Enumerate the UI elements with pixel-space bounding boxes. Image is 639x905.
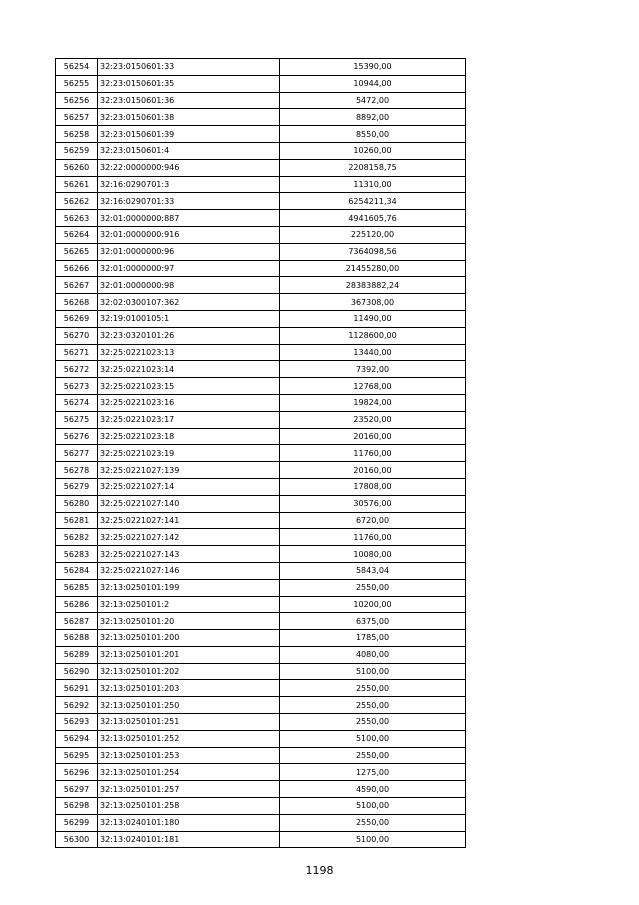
- cadastral-number-cell: 32:25:0221023:13: [98, 344, 280, 361]
- cadastral-number-cell: 32:25:0221023:16: [98, 394, 280, 411]
- value-cell: 5100,00: [280, 730, 466, 747]
- row-number-cell: 56256: [56, 92, 98, 109]
- row-number-cell: 56298: [56, 798, 98, 815]
- table-row: [56, 344, 466, 361]
- value-cell: 225120,00: [280, 226, 466, 243]
- row-number-cell: 56280: [56, 495, 98, 512]
- row-number-cell: 56255: [56, 75, 98, 92]
- cadastral-number-cell: 32:25:0221027:146: [98, 562, 280, 579]
- value-cell: 11490,00: [280, 310, 466, 327]
- value-cell: 12768,00: [280, 378, 466, 395]
- cadastral-number-cell: 32:25:0221023:14: [98, 361, 280, 378]
- value-cell: 2208158,75: [280, 159, 466, 176]
- value-cell: 1128600,00: [280, 327, 466, 344]
- row-number-cell: 56277: [56, 445, 98, 462]
- cadastral-value-table: [55, 58, 466, 848]
- cadastral-number-cell: 32:13:0240101:180: [98, 814, 280, 831]
- table-row: [56, 630, 466, 647]
- value-cell: 2550,00: [280, 579, 466, 596]
- value-cell: 4941605,76: [280, 210, 466, 227]
- cadastral-number-cell: 32:23:0150601:33: [98, 59, 280, 76]
- table-row: [56, 260, 466, 277]
- value-cell: 367308,00: [280, 294, 466, 311]
- table-row: [56, 747, 466, 764]
- value-cell: 8550,00: [280, 126, 466, 143]
- table-row: [56, 126, 466, 143]
- table-row: [56, 798, 466, 815]
- value-cell: 10944,00: [280, 75, 466, 92]
- row-number-cell: 56300: [56, 831, 98, 848]
- table-row: [56, 764, 466, 781]
- table-row: [56, 613, 466, 630]
- value-cell: 1275,00: [280, 764, 466, 781]
- table-row: [56, 159, 466, 176]
- row-number-cell: 56273: [56, 378, 98, 395]
- row-number-cell: 56261: [56, 176, 98, 193]
- value-cell: 11310,00: [280, 176, 466, 193]
- cadastral-number-cell: 32:01:0000000:887: [98, 210, 280, 227]
- row-number-cell: 56293: [56, 714, 98, 731]
- table-row: [56, 75, 466, 92]
- cadastral-number-cell: 32:13:0250101:201: [98, 646, 280, 663]
- cadastral-number-cell: 32:25:0221027:143: [98, 546, 280, 563]
- cadastral-number-cell: 32:01:0000000:97: [98, 260, 280, 277]
- table-row: [56, 562, 466, 579]
- table-row: [56, 310, 466, 327]
- row-number-cell: 56281: [56, 512, 98, 529]
- cadastral-number-cell: 32:16:0290701:3: [98, 176, 280, 193]
- table-row: [56, 428, 466, 445]
- table-row: [56, 680, 466, 697]
- cadastral-number-cell: 32:25:0221027:141: [98, 512, 280, 529]
- table-row: [56, 814, 466, 831]
- row-number-cell: 56286: [56, 596, 98, 613]
- value-cell: 2550,00: [280, 714, 466, 731]
- value-cell: 1785,00: [280, 630, 466, 647]
- table-row: [56, 411, 466, 428]
- row-number-cell: 56287: [56, 613, 98, 630]
- table-row: [56, 378, 466, 395]
- row-number-cell: 56295: [56, 747, 98, 764]
- value-cell: 28383882,24: [280, 277, 466, 294]
- page-number: 1198: [305, 864, 334, 877]
- table-row: [56, 243, 466, 260]
- cadastral-number-cell: 32:23:0150601:38: [98, 109, 280, 126]
- cadastral-number-cell: 32:25:0221023:15: [98, 378, 280, 395]
- row-number-cell: 56291: [56, 680, 98, 697]
- row-number-cell: 56299: [56, 814, 98, 831]
- row-number-cell: 56254: [56, 59, 98, 76]
- value-cell: 11760,00: [280, 445, 466, 462]
- cadastral-number-cell: 32:13:0250101:202: [98, 663, 280, 680]
- table-row: [56, 462, 466, 479]
- row-number-cell: 56269: [56, 310, 98, 327]
- table-row: [56, 546, 466, 563]
- cadastral-number-cell: 32:13:0250101:253: [98, 747, 280, 764]
- cadastral-number-cell: 32:23:0150601:35: [98, 75, 280, 92]
- value-cell: 10260,00: [280, 142, 466, 159]
- table-row: [56, 445, 466, 462]
- row-number-cell: 56258: [56, 126, 98, 143]
- cadastral-number-cell: 32:23:0150601:4: [98, 142, 280, 159]
- cadastral-number-cell: 32:23:0320101:26: [98, 327, 280, 344]
- row-number-cell: 56270: [56, 327, 98, 344]
- value-cell: 2550,00: [280, 697, 466, 714]
- cadastral-number-cell: 32:01:0000000:98: [98, 277, 280, 294]
- table-row: [56, 394, 466, 411]
- cadastral-number-cell: 32:13:0250101:203: [98, 680, 280, 697]
- table-row: [56, 579, 466, 596]
- row-number-cell: 56259: [56, 142, 98, 159]
- value-cell: 7392,00: [280, 361, 466, 378]
- cadastral-number-cell: 32:19:0100105:1: [98, 310, 280, 327]
- table-row: [56, 714, 466, 731]
- row-number-cell: 56284: [56, 562, 98, 579]
- row-number-cell: 56278: [56, 462, 98, 479]
- value-cell: 30576,00: [280, 495, 466, 512]
- cadastral-number-cell: 32:01:0000000:96: [98, 243, 280, 260]
- row-number-cell: 56271: [56, 344, 98, 361]
- cadastral-number-cell: 32:13:0250101:199: [98, 579, 280, 596]
- cadastral-number-cell: 32:02:0300107:362: [98, 294, 280, 311]
- table-row: [56, 646, 466, 663]
- value-cell: 20160,00: [280, 428, 466, 445]
- cadastral-number-cell: 32:16:0290701:33: [98, 193, 280, 210]
- cadastral-number-cell: 32:25:0221023:19: [98, 445, 280, 462]
- row-number-cell: 56288: [56, 630, 98, 647]
- value-cell: 4590,00: [280, 781, 466, 798]
- value-cell: 2550,00: [280, 747, 466, 764]
- value-cell: 5100,00: [280, 663, 466, 680]
- row-number-cell: 56289: [56, 646, 98, 663]
- value-cell: 5100,00: [280, 798, 466, 815]
- cadastral-number-cell: 32:13:0250101:2: [98, 596, 280, 613]
- row-number-cell: 56285: [56, 579, 98, 596]
- row-number-cell: 56265: [56, 243, 98, 260]
- table-row: [56, 210, 466, 227]
- row-number-cell: 56263: [56, 210, 98, 227]
- table-row: [56, 176, 466, 193]
- cadastral-number-cell: 32:23:0150601:39: [98, 126, 280, 143]
- table-row: [56, 226, 466, 243]
- row-number-cell: 56279: [56, 478, 98, 495]
- cadastral-number-cell: 32:13:0250101:254: [98, 764, 280, 781]
- value-cell: 13440,00: [280, 344, 466, 361]
- value-cell: 2550,00: [280, 814, 466, 831]
- row-number-cell: 56260: [56, 159, 98, 176]
- row-number-cell: 56274: [56, 394, 98, 411]
- cadastral-number-cell: 32:23:0150601:36: [98, 92, 280, 109]
- value-cell: 21455280,00: [280, 260, 466, 277]
- table-row: [56, 92, 466, 109]
- table-row: [56, 730, 466, 747]
- table-row: [56, 142, 466, 159]
- row-number-cell: 56262: [56, 193, 98, 210]
- table-row: [56, 294, 466, 311]
- table-row: [56, 781, 466, 798]
- table-row: [56, 495, 466, 512]
- cadastral-number-cell: 32:25:0221027:14: [98, 478, 280, 495]
- value-cell: 15390,00: [280, 59, 466, 76]
- value-cell: 5472,00: [280, 92, 466, 109]
- cadastral-number-cell: 32:22:0000000:946: [98, 159, 280, 176]
- value-cell: 6254211,34: [280, 193, 466, 210]
- value-cell: 19824,00: [280, 394, 466, 411]
- row-number-cell: 56267: [56, 277, 98, 294]
- value-cell: 8892,00: [280, 109, 466, 126]
- row-number-cell: 56290: [56, 663, 98, 680]
- table-row: [56, 478, 466, 495]
- row-number-cell: 56296: [56, 764, 98, 781]
- row-number-cell: 56276: [56, 428, 98, 445]
- value-cell: 17808,00: [280, 478, 466, 495]
- row-number-cell: 56283: [56, 546, 98, 563]
- table-row: [56, 277, 466, 294]
- cadastral-number-cell: 32:13:0240101:181: [98, 831, 280, 848]
- cadastral-number-cell: 32:13:0250101:20: [98, 613, 280, 630]
- row-number-cell: 56292: [56, 697, 98, 714]
- row-number-cell: 56266: [56, 260, 98, 277]
- cadastral-number-cell: 32:13:0250101:250: [98, 697, 280, 714]
- cadastral-number-cell: 32:25:0221027:142: [98, 529, 280, 546]
- table-row: [56, 327, 466, 344]
- row-number-cell: 56272: [56, 361, 98, 378]
- cadastral-number-cell: 32:13:0250101:200: [98, 630, 280, 647]
- row-number-cell: 56275: [56, 411, 98, 428]
- value-cell: 2550,00: [280, 680, 466, 697]
- table-row: [56, 596, 466, 613]
- table-row: [56, 512, 466, 529]
- value-cell: 4080,00: [280, 646, 466, 663]
- table-row: [56, 663, 466, 680]
- table-body: [56, 59, 466, 848]
- table-row: [56, 831, 466, 848]
- table-row: [56, 109, 466, 126]
- row-number-cell: 56257: [56, 109, 98, 126]
- value-cell: 5100,00: [280, 831, 466, 848]
- value-cell: 10200,00: [280, 596, 466, 613]
- cadastral-number-cell: 32:25:0221023:18: [98, 428, 280, 445]
- cadastral-number-cell: 32:13:0250101:258: [98, 798, 280, 815]
- table-row: [56, 193, 466, 210]
- value-cell: 11760,00: [280, 529, 466, 546]
- value-cell: 6375,00: [280, 613, 466, 630]
- value-cell: 23520,00: [280, 411, 466, 428]
- table-row: [56, 697, 466, 714]
- value-cell: 20160,00: [280, 462, 466, 479]
- value-cell: 6720,00: [280, 512, 466, 529]
- table-row: [56, 361, 466, 378]
- cadastral-number-cell: 32:13:0250101:252: [98, 730, 280, 747]
- cadastral-number-cell: 32:25:0221027:140: [98, 495, 280, 512]
- value-cell: 10080,00: [280, 546, 466, 563]
- cadastral-number-cell: 32:13:0250101:257: [98, 781, 280, 798]
- value-cell: 7364098,56: [280, 243, 466, 260]
- row-number-cell: 56282: [56, 529, 98, 546]
- row-number-cell: 56294: [56, 730, 98, 747]
- row-number-cell: 56268: [56, 294, 98, 311]
- cadastral-number-cell: 32:13:0250101:251: [98, 714, 280, 731]
- cadastral-number-cell: 32:25:0221027:139: [98, 462, 280, 479]
- row-number-cell: 56297: [56, 781, 98, 798]
- row-number-cell: 56264: [56, 226, 98, 243]
- value-cell: 5843,04: [280, 562, 466, 579]
- cadastral-number-cell: 32:01:0000000:916: [98, 226, 280, 243]
- table-row: [56, 59, 466, 76]
- table-row: [56, 529, 466, 546]
- cadastral-number-cell: 32:25:0221023:17: [98, 411, 280, 428]
